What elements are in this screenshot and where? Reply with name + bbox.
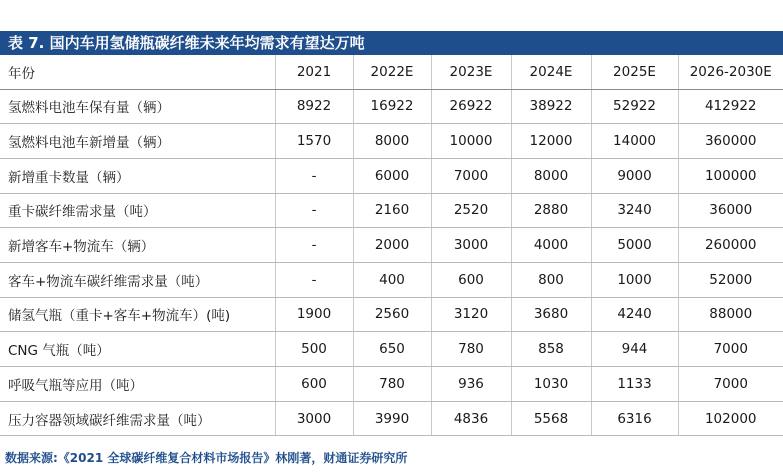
table-cell: 412922 (678, 89, 783, 124)
table-cell: 36000 (678, 193, 783, 228)
table-cell: 7000 (431, 158, 511, 193)
table-cell: - (275, 193, 353, 228)
table-cell: 1000 (591, 262, 678, 297)
column-header: 年份 (0, 55, 275, 89)
table-cell: - (275, 158, 353, 193)
row-label: 呼吸气瓶等应用（吨） (0, 367, 275, 402)
table-cell: 7000 (678, 332, 783, 367)
table-cell: 8922 (275, 89, 353, 124)
table-cell: 5000 (591, 228, 678, 263)
table-cell: 4836 (431, 401, 511, 436)
table-cell: 4240 (591, 297, 678, 332)
table-body (0, 89, 783, 436)
table-cell: 260000 (678, 228, 783, 263)
table-header-row (0, 55, 783, 89)
table-cell: 780 (353, 367, 431, 402)
table-cell: 2160 (353, 193, 431, 228)
table-row (0, 262, 783, 297)
data-table (0, 55, 783, 436)
table-cell: 10000 (431, 124, 511, 159)
table-cell: 780 (431, 332, 511, 367)
table-row (0, 124, 783, 159)
table-cell: 1030 (511, 367, 591, 402)
table-cell: 1900 (275, 297, 353, 332)
table-cell: 3000 (275, 401, 353, 436)
table-cell: 2520 (431, 193, 511, 228)
row-label: 储氢气瓶（重卡+客车+物流车）(吨) (0, 297, 275, 332)
row-label: 新增重卡数量（辆） (0, 158, 275, 193)
table-cell: 7000 (678, 367, 783, 402)
table-cell: 2000 (353, 228, 431, 263)
table-cell: 12000 (511, 124, 591, 159)
table-row (0, 401, 783, 436)
table-cell: 500 (275, 332, 353, 367)
table-cell: 650 (353, 332, 431, 367)
row-label: 氢燃料电池车保有量（辆） (0, 89, 275, 124)
table-cell: 3990 (353, 401, 431, 436)
column-header: 2022E (353, 55, 431, 89)
table-cell: 2880 (511, 193, 591, 228)
table-cell: 1570 (275, 124, 353, 159)
table-cell: 800 (511, 262, 591, 297)
table-cell: 26922 (431, 89, 511, 124)
table-cell: 3240 (591, 193, 678, 228)
table-row (0, 89, 783, 124)
table-cell: 360000 (678, 124, 783, 159)
column-header: 2026-2030E (678, 55, 783, 89)
column-header: 2021 (275, 55, 353, 89)
row-label: 氢燃料电池车新增量（辆） (0, 124, 275, 159)
table-cell: 5568 (511, 401, 591, 436)
table-cell: 4000 (511, 228, 591, 263)
table-cell: 6316 (591, 401, 678, 436)
table-cell: 9000 (591, 158, 678, 193)
table-cell: 2560 (353, 297, 431, 332)
table-row (0, 193, 783, 228)
table-row (0, 158, 783, 193)
table-cell: 1133 (591, 367, 678, 402)
table-cell: 100000 (678, 158, 783, 193)
row-label: 客车+物流车碳纤维需求量（吨） (0, 262, 275, 297)
table-cell: 88000 (678, 297, 783, 332)
row-label: CNG 气瓶（吨） (0, 332, 275, 367)
table-cell: 858 (511, 332, 591, 367)
table-row (0, 332, 783, 367)
table-cell: 600 (275, 367, 353, 402)
column-header: 2023E (431, 55, 511, 89)
table-cell: 8000 (511, 158, 591, 193)
table-cell: 600 (431, 262, 511, 297)
source-note: 数据来源:《2021 全球碳纤维复合材料市场报告》林刚著，财通证券研究所 (5, 451, 408, 465)
table-cell: 38922 (511, 89, 591, 124)
table-cell: 16922 (353, 89, 431, 124)
table-cell: 3000 (431, 228, 511, 263)
table-row (0, 297, 783, 332)
table-cell: 102000 (678, 401, 783, 436)
table-cell: 944 (591, 332, 678, 367)
table-row (0, 228, 783, 263)
table-row (0, 367, 783, 402)
table-cell: 52000 (678, 262, 783, 297)
column-header: 2025E (591, 55, 678, 89)
table-cell: 52922 (591, 89, 678, 124)
row-label: 压力容器领域碳纤维需求量（吨） (0, 401, 275, 436)
row-label: 新增客车+物流车（辆） (0, 228, 275, 263)
table-cell: 14000 (591, 124, 678, 159)
table-cell: 3680 (511, 297, 591, 332)
table-cell: 936 (431, 367, 511, 402)
table-cell: 3120 (431, 297, 511, 332)
row-label: 重卡碳纤维需求量（吨） (0, 193, 275, 228)
table-cell: 8000 (353, 124, 431, 159)
column-header: 2024E (511, 55, 591, 89)
table-cell: 400 (353, 262, 431, 297)
table-cell: - (275, 228, 353, 263)
table-title: 表 7. 国内车用氢储瓶碳纤维未来年均需求有望达万吨 (0, 31, 783, 55)
table-cell: - (275, 262, 353, 297)
table-cell: 6000 (353, 158, 431, 193)
